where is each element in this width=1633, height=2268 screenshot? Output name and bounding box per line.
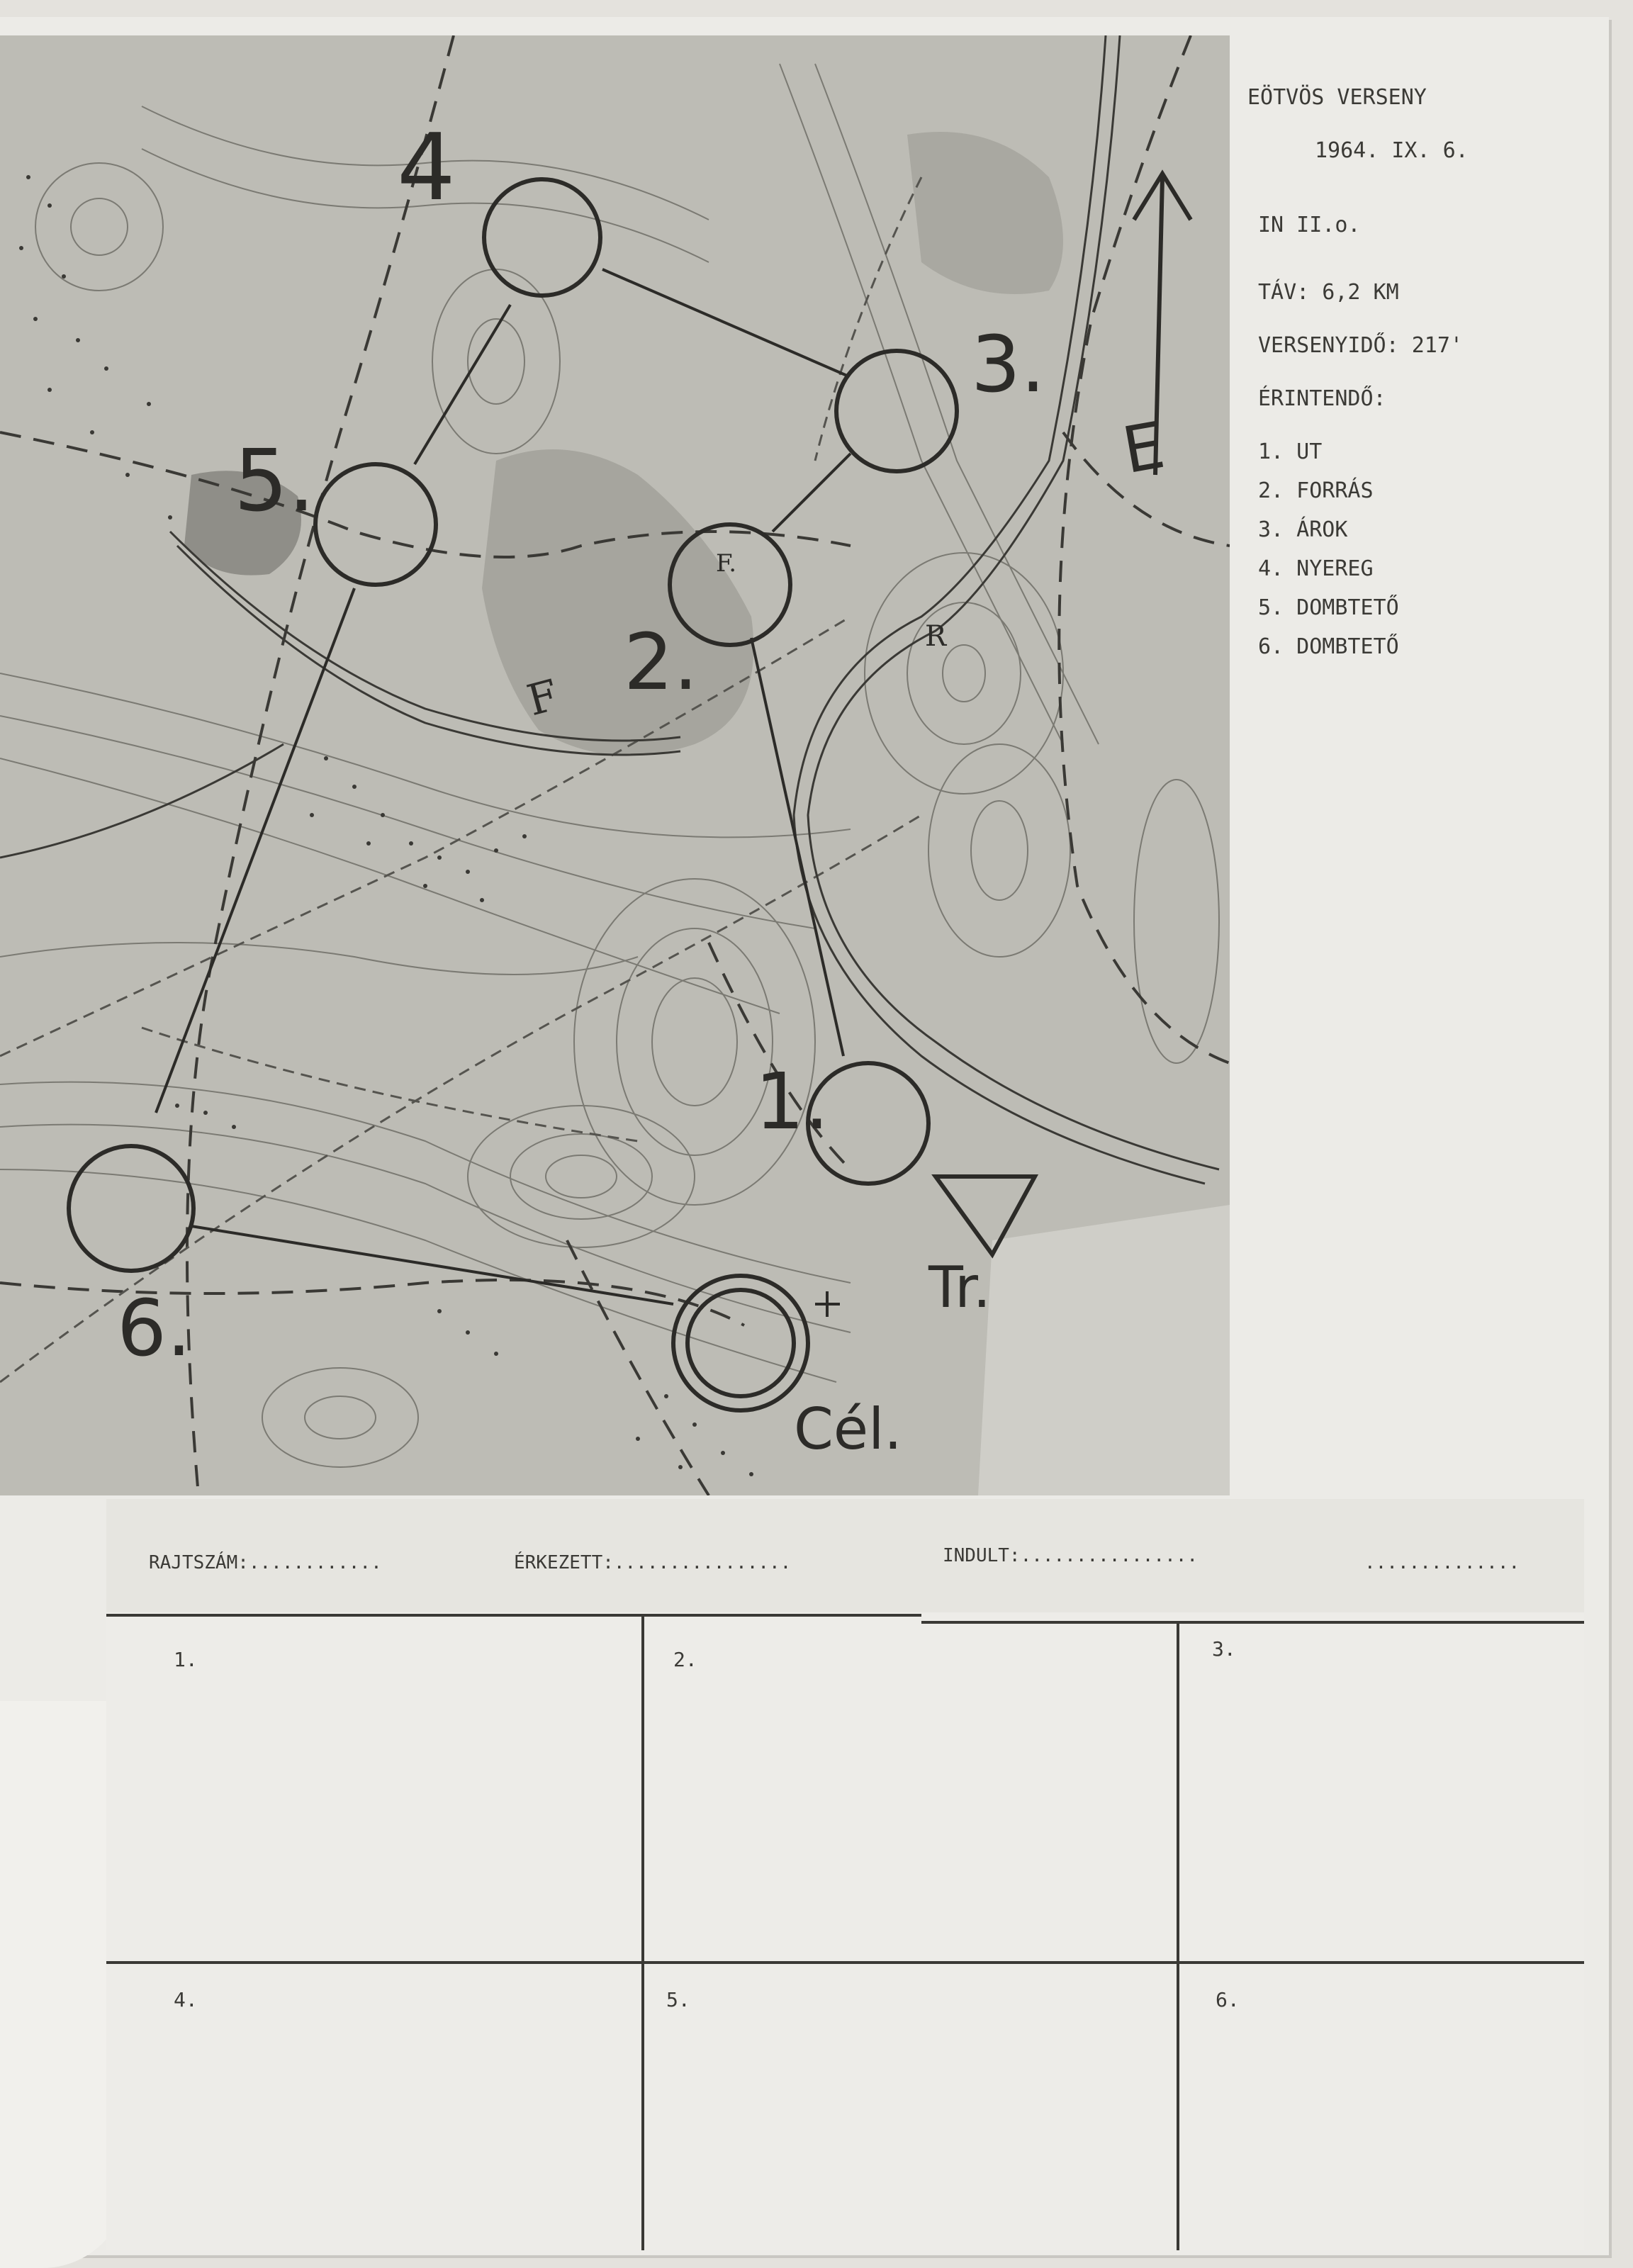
map-graphic xyxy=(0,35,1230,1495)
form-header xyxy=(106,1499,1584,1612)
cell-label-1: 1. xyxy=(174,1648,198,1671)
legend-control-6: 6. DOMBTETŐ xyxy=(1258,634,1399,659)
spring-letter: F xyxy=(522,670,563,726)
control-number-3: 3. xyxy=(971,319,1045,410)
legend-control-4: 4. NYEREG xyxy=(1258,556,1374,581)
form-rule-middle xyxy=(106,1961,1584,1964)
form-col-2 xyxy=(1177,1621,1179,2250)
legend-control-5: 5. DOMBTETŐ xyxy=(1258,595,1399,620)
form-rule-top-right xyxy=(921,1621,1584,1624)
control-number-2: 2. xyxy=(624,617,698,707)
control-number-4: 4 xyxy=(397,113,456,221)
legend-control-2: 2. FORRÁS xyxy=(1258,478,1374,503)
control-number-6: 6. xyxy=(117,1283,191,1374)
form-col-1 xyxy=(641,1614,644,2250)
arrived-field: ÉRKEZETT:................ xyxy=(514,1552,792,1573)
finish-label: Cél. xyxy=(794,1396,902,1462)
legend-title: EÖTVÖS VERSENY xyxy=(1247,85,1427,110)
legend-control-3: 3. ÁROK xyxy=(1258,517,1348,542)
cell-label-3: 3. xyxy=(1212,1637,1236,1661)
legend-race-time: VERSENYIDŐ: 217' xyxy=(1258,333,1463,358)
cell-label-4: 4. xyxy=(174,1988,198,2011)
north-label: E xyxy=(1117,408,1170,489)
cell-label-2: 2. xyxy=(673,1648,697,1671)
cell-label-5: 5. xyxy=(666,1988,690,2011)
extra-field: .............. xyxy=(1364,1552,1520,1573)
start-label: Tr. xyxy=(928,1254,992,1320)
control-card-form xyxy=(106,1499,1584,2250)
start-number-field: RAJTSZÁM:............ xyxy=(149,1552,382,1573)
cell-label-6: 6. xyxy=(1216,1988,1240,2011)
legend-to-touch-heading: ÉRINTENDŐ: xyxy=(1258,386,1386,411)
form-rule-top xyxy=(106,1614,921,1617)
feature-letter: R xyxy=(925,620,947,653)
legend-category: IN II.o. xyxy=(1258,213,1361,237)
settlement-area xyxy=(978,1205,1230,1495)
control-number-1: 1. xyxy=(755,1056,829,1147)
spring-symbol: F. xyxy=(716,549,737,578)
legend-distance: TÁV: 6,2 KM xyxy=(1258,280,1399,305)
legend-date: 1964. IX. 6. xyxy=(1315,138,1469,163)
control-number-5: 5. xyxy=(234,432,315,531)
departed-field: INDULT:................ xyxy=(943,1545,1199,1566)
legend-control-1: 1. UT xyxy=(1258,439,1323,464)
topographic-map xyxy=(0,35,1230,1495)
